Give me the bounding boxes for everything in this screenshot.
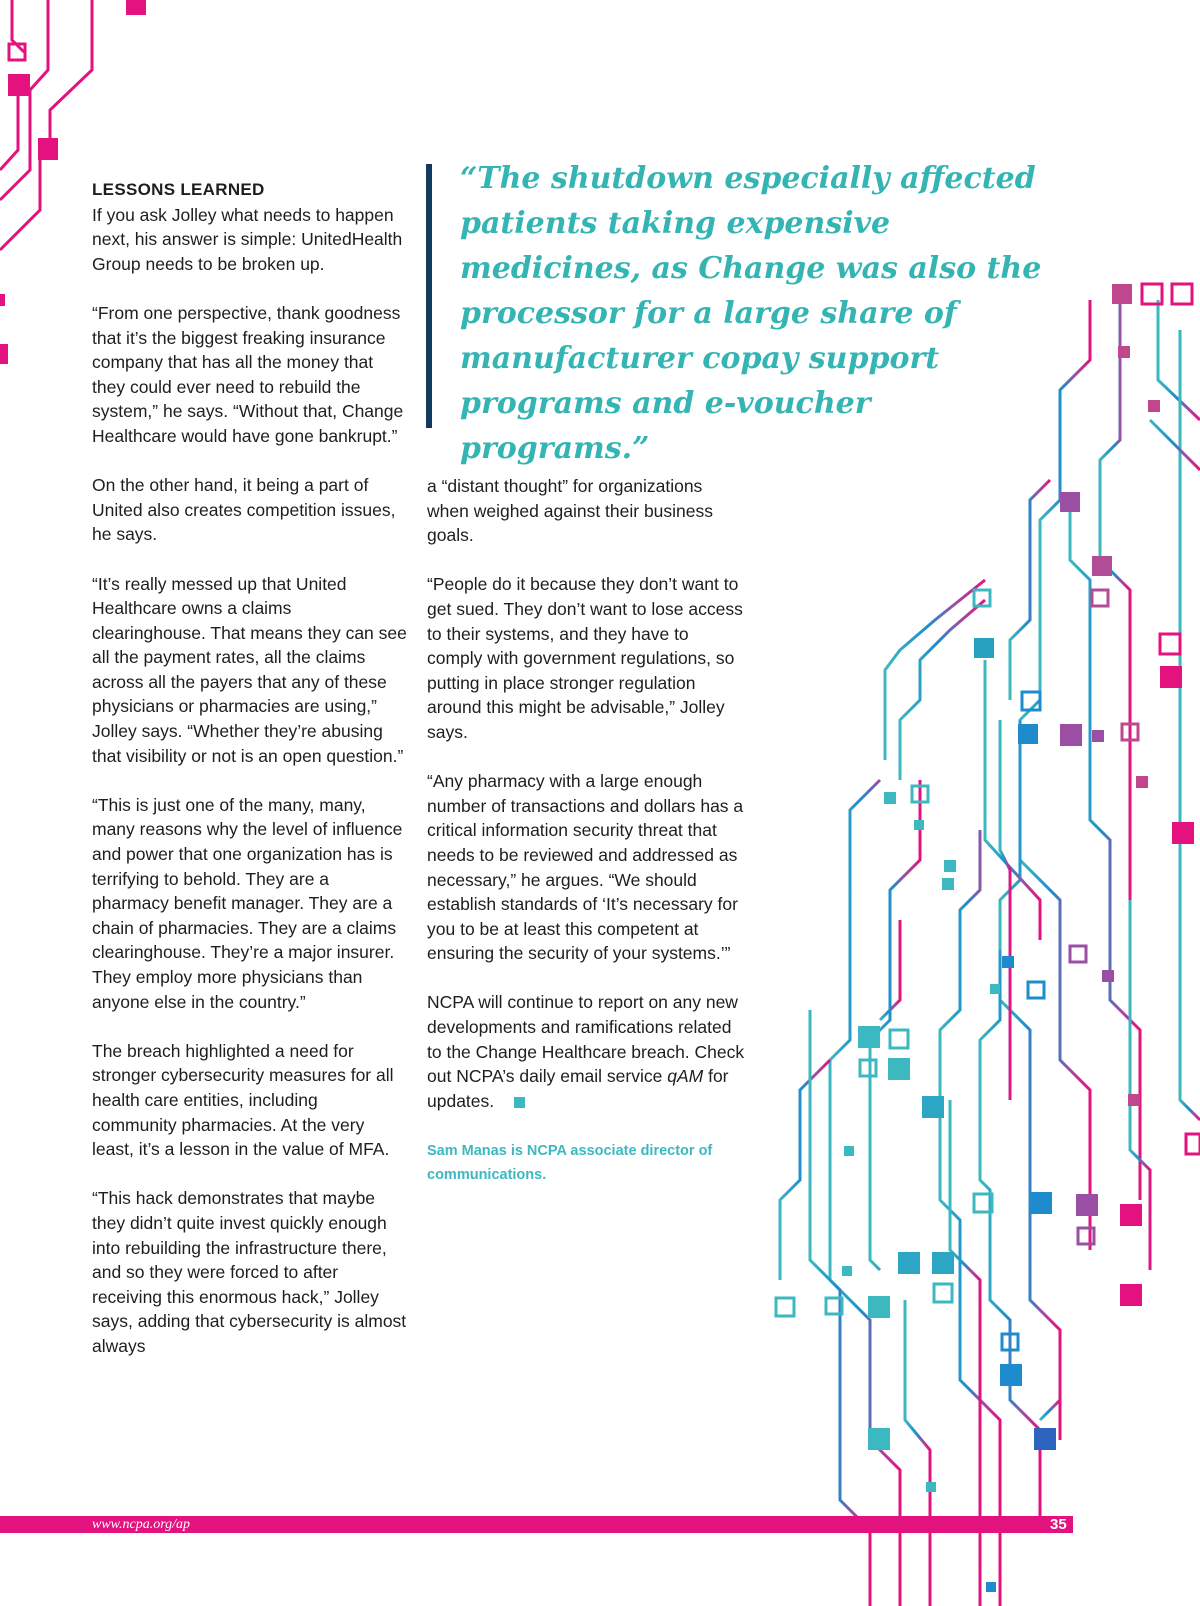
section-heading: LESSONS LEARNED — [92, 180, 265, 199]
end-mark-icon — [514, 1097, 525, 1108]
paragraph: “It’s really messed up that United Healthcare owns a claims clearinghouse. That means they can see all the payment rates, all the claims across all the payers that any of these physicians or pharmacies are using,” Jolley says. “Whether they’re abusing that visibility or not is an open question.” — [92, 573, 407, 766]
service-name: qAM — [667, 1066, 704, 1087]
paragraph: “This is just one of the many, many, many reasons why the level of influence and power that one organization has is terrifying to behold. They are a pharmacy benefit manager. They are a chain of pharmacies. They are a claims clearinghouse. They’re a major insurer. They employ more physicians than anyone else in the country.” — [92, 794, 403, 1012]
footer-url[interactable]: www.ncpa.org/ap — [92, 1517, 191, 1532]
paragraph: On the other hand, it being a part of United also creates competition issues, he says. — [92, 475, 396, 545]
circuit-traces-right — [780, 300, 1200, 1606]
paragraph: “From one perspective, thank goodness that it’s the biggest freaking insurance company that has all the money that they could ever need to rebuild the system,” he says. “Without that, Change Healthcare would have gone bankrupt.” — [92, 302, 404, 446]
paragraph: “People do it because they don’t want to get sued. They don’t want to lose access to their systems, and they have to comply with government regulations, so putting in place stronger regulation around this might be advisable,” Jolley says. — [427, 574, 743, 742]
pull-quote-text: “The shutdown especially affected patients taking expensive medicines, as Change was also the processor for a large share of manufacturer copay support programs and e-voucher programs.” — [460, 161, 1042, 466]
paragraph: a “distant thought” for organizations when weighed against their business goals. — [427, 476, 714, 546]
article-column-1 — [92, 178, 407, 1383]
closing-text-end: for updates. — [427, 1066, 729, 1111]
closing-paragraph — [427, 990, 747, 1113]
page-number: 35 — [1050, 1516, 1067, 1533]
paragraph: The breach highlighted a need for stronger cybersecurity measures for all health care entities, including community pharmacies. At the very least, it’s a lesson in the value of MFA. — [92, 1040, 394, 1160]
paragraph: If you ask Jolley what needs to happen next, his answer is simple: UnitedHealth Group needs to be broken up. — [92, 204, 403, 274]
circuit-traces-left — [0, 0, 92, 250]
article-column-2 — [427, 474, 747, 1187]
paragraph: “Any pharmacy with a large enough number of transactions and dollars has a critical information security threat that needs to be reviewed and addressed as necessary,” he argues. “We should establish standards of ‘It’s necessary for you to be at least this competent at ensuring the security of your systems.’” — [427, 771, 744, 964]
closing-text: NCPA will continue to report on any new developments and ramifications related to the Change Healthcare breach. Check out NCPA’s daily email service — [427, 992, 745, 1087]
pull-quote — [426, 161, 1060, 466]
author-byline: Sam Manas is NCPA associate director of communications. — [427, 1143, 713, 1184]
paragraph: “This hack demonstrates that maybe they didn’t quite invest quickly enough into rebuilding the infrastructure there, and so they were forced to after receiving this enormous hack,” Jolley says, adding that cybersecurity is almost always — [92, 1188, 407, 1356]
